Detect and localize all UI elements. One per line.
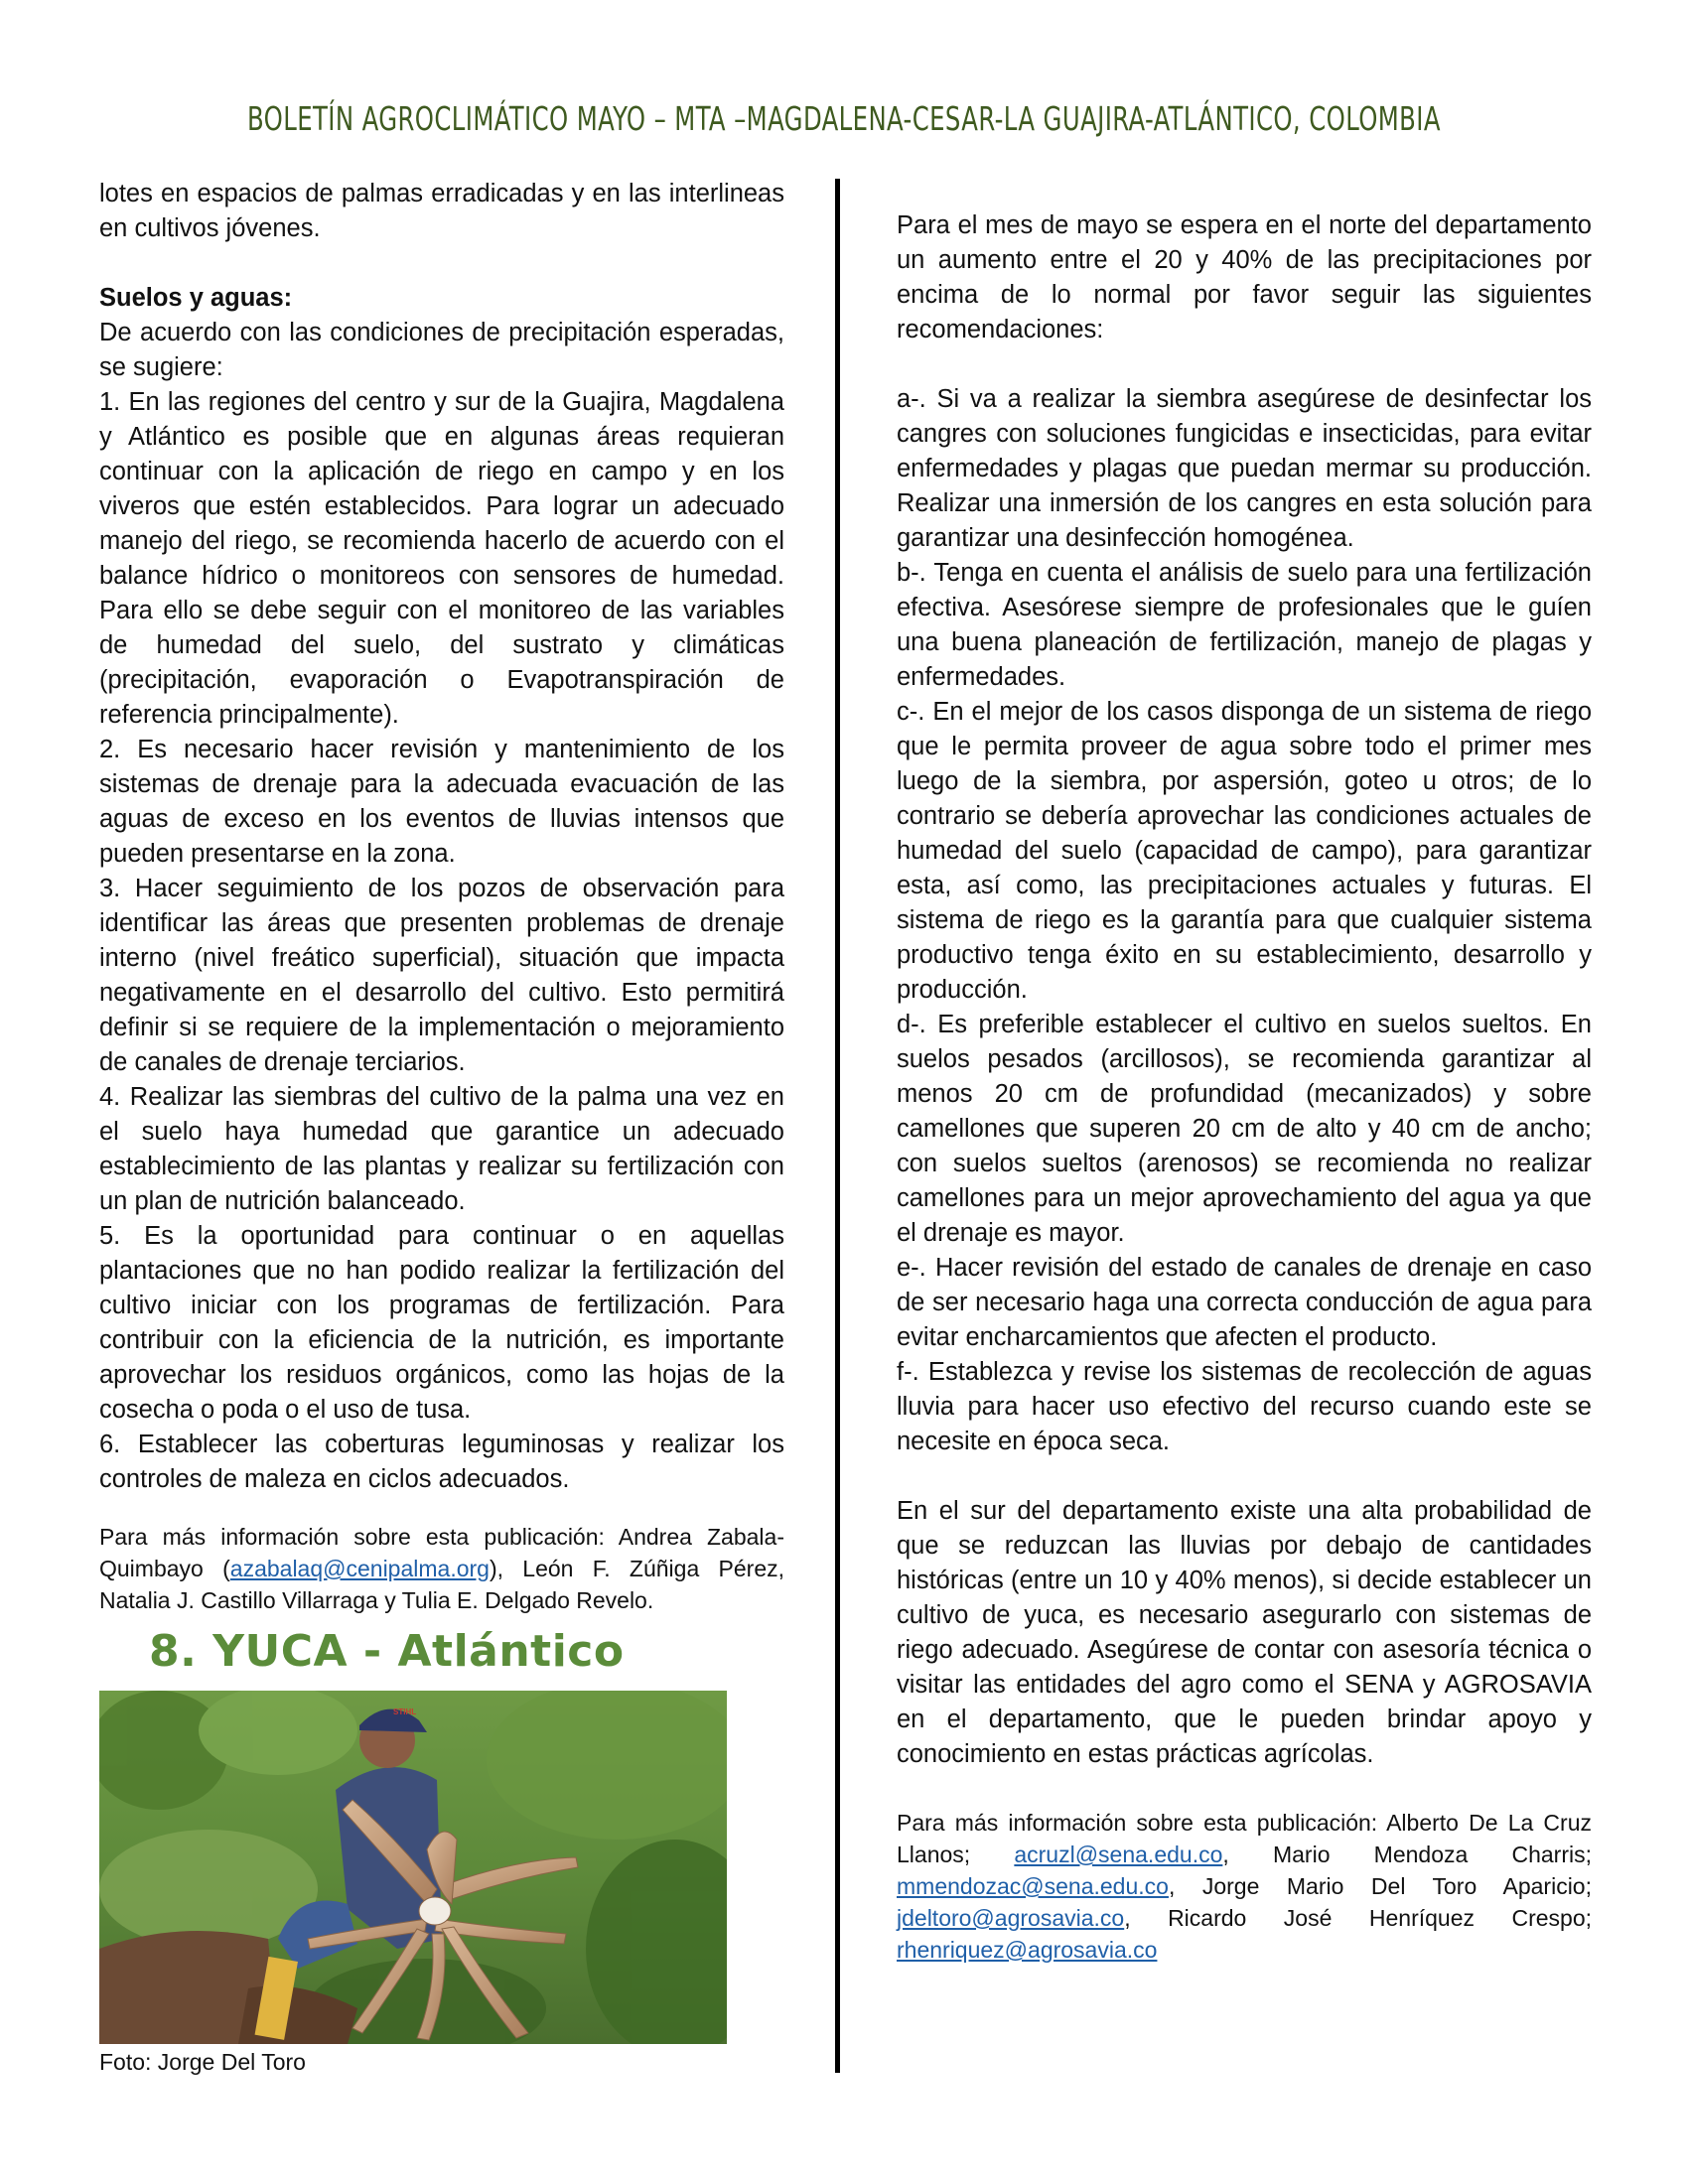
spacer: [99, 246, 784, 281]
right-intro-paragraph: Para el mes de mayo se espera en el norte del departamento un aumento entre el 20 y 40% de las precipitaciones por encima de lo normal por favor seguir las siguientes recomendaciones:: [897, 211, 1592, 343]
recommendation-item: 3. Hacer seguimiento de los pozos de observación para identificar las áreas que presenten problemas de drenaje interno (nivel freático superficial), situación que impacta negativamente en el desarrollo del cultivo. Esto permitirá definir si se requiere de la implementación o mejoramiento de canales de drenaje terciarios.: [99, 875, 784, 1076]
suelos-lead-paragraph: De acuerdo con las condiciones de precipitación esperadas, se sugiere:: [99, 319, 784, 381]
credits-text: , Ricardo José Henríquez Crespo;: [1124, 1905, 1592, 1931]
photo-caption: Foto: Jorge Del Toro: [99, 2049, 306, 2075]
yuca-recommendation-item: a-. Si va a realizar la siembra asegúrese de desinfectar los cangres con soluciones fungicidas e insecticidas, para evitar enfermedades y plagas que puedan mermar su producción. Realizar una inmersión de los cangres en esta solución para garantizar una desinfección homogénea.: [897, 385, 1592, 552]
south-paragraph: En el sur del departamento existe una alta probabilidad de que se reduzcan las lluvias por debajo de cantidades históricas (entre un 10 y 40% menos), si decide establecer un cultivo de yuca, es necesario asegurarlo con sistemas de riego adecuado. Asegúrese de contar con asesoría técnica o visitar las entidades del agro como el SENA y AGROSAVIA en el departamento, que le pueden brindar apoyo y conocimiento en estas prácticas agrícolas.: [897, 1497, 1592, 1768]
photo-illustration: [99, 1691, 727, 2044]
recommendation-item: 1. En las regiones del centro y sur de la Guajira, Magdalena y Atlántico es posible que en algunas áreas requieran continuar con la aplicación de riego en campo y en los viveros que estén establecidos. Para lograr un adecuado manejo del riego, se recomienda hacerlo de acuerdo con el balance hídrico o monitoreos con sensores de humedad. Para ello se debe seguir con el monitoreo de las variables de humedad del suelo, del sustrato y climáticas (precipitación, evaporación o Evapotranspiración de referencia principalmente).: [99, 388, 784, 729]
section-title-yuca: 8. YUCA - Atlántico: [149, 1626, 625, 1677]
yuca-recommendation-item: c-. En el mejor de los casos disponga de un sistema de riego que le permita proveer de agua sobre todo el primer mes luego de la siembra, por aspersión, goteo u otros; de lo contrario se debería aprovechar las condiciones actuales de humedad del suelo (capacidad de campo), para garantizar esta, así como, las precipitaciones actuales y futuras. El sistema de riego es la garantía para que cualquier sistema productivo tenga éxito en su establecimiento, desarrollo y producción.: [897, 698, 1592, 1004]
recommendation-item: 5. Es la oportunidad para continuar o en aquellas plantaciones que no han podido realizar la fertilización del cultivo iniciar con los programas de fertilización. Para contribuir con la eficiencia de la nutrición, es importante aprovechar los residuos orgánicos, como las hojas de la cosecha o poda o el uso de tusa.: [99, 1222, 784, 1424]
left-intro-paragraph: lotes en espacios de palmas erradicadas y en las interlineas en cultivos jóvenes.: [99, 180, 784, 242]
email-link-acruzl[interactable]: acruzl@sena.edu.co: [1014, 1842, 1223, 1867]
yuca-recommendation-item: d-. Es preferible establecer el cultivo en suelos sueltos. En suelos pesados (arcillosos), se recomienda garantizar al menos 20 cm de profundidad (mecanizados) y sobre camellones que superen 20 cm de alto y 40 cm de ancho; con suelos sueltos (arenosos) se recomienda no realizar camellones para un mejor aprovechamiento del agua ya que el drenaje es mayor.: [897, 1011, 1592, 1247]
yuca-recommendation-item: f-. Establezca y revise los sistemas de recolección de aguas lluvia para hacer uso efectivo del recurso cuando este se necesite en época seca.: [897, 1358, 1592, 1455]
credits-text: , Mario Mendoza Charris;: [1222, 1842, 1592, 1867]
email-link-rhenriquez[interactable]: rhenriquez@agrosavia.co: [897, 1937, 1158, 1963]
left-column: [99, 177, 784, 1616]
credits-prefix: Para más información sobre esta publicación: Andrea Zabala-Quimbayo (: [99, 1524, 784, 1581]
yuca-recommendation-item: b-. Tenga en cuenta el análisis de suelo para una fertilización efectiva. Asesórese siempre de profesionales que le guíen una buena planeación de fertilización, manejo de plagas y enfermedades.: [897, 559, 1592, 691]
spacer: [897, 347, 1592, 382]
email-link-mmendozac[interactable]: mmendozac@sena.edu.co: [897, 1873, 1169, 1899]
spacer: [897, 1772, 1592, 1807]
email-link-jdeltoro[interactable]: jdeltoro@agrosavia.co: [897, 1905, 1125, 1931]
palm-credits: [99, 1521, 784, 1616]
recommendation-item: 2. Es necesario hacer revisión y mantenimiento de los sistemas de drenaje para la adecuada evacuación de las aguas de exceso en los eventos de lluvias intensos que pueden presentarse en la zona.: [99, 736, 784, 868]
bulletin-header: BOLETÍN AGROCLIMÁTICO MAYO – MTA –MAGDALENA-CESAR-LA GUAJIRA-ATLÁNTICO, COLOMBIA: [247, 99, 1441, 138]
cassava-harvest-photo: [99, 1691, 727, 2044]
spacer: [897, 1459, 1592, 1494]
recommendation-item: 4. Realizar las siembras del cultivo de la palma una vez en el suelo haya humedad que garantice un adecuado establecimiento de las plantas y realizar su fertilización con un plan de nutrición balanceado.: [99, 1083, 784, 1215]
recommendation-item: 6. Establecer las coberturas leguminosas y realizar los controles de maleza en ciclos adecuados.: [99, 1431, 784, 1493]
column-divider: [835, 179, 840, 2073]
subheading-suelos-aguas: Suelos y aguas:: [99, 284, 293, 312]
email-link-azabalaq[interactable]: azabalaq@cenipalma.org: [229, 1556, 490, 1581]
credits-text: , Jorge Mario Del Toro Aparicio;: [1168, 1873, 1592, 1899]
yuca-credits: [897, 1807, 1592, 1966]
credits-text: Para más información sobre esta publicación: Alberto De La Cruz Llanos;: [897, 1810, 1592, 1867]
yuca-recommendation-item: e-. Hacer revisión del estado de canales de drenaje en caso de ser necesario haga una correcta conducción de agua para evitar encharcamientos que afecten el producto.: [897, 1254, 1592, 1351]
right-column: [897, 208, 1592, 1966]
credits-suffix: ), León F. Zúñiga Pérez, Natalia J. Castillo Villarraga y Tulia E. Delgado Revelo.: [99, 1556, 785, 1613]
cap-logo-text: STIHL: [393, 1707, 417, 1716]
